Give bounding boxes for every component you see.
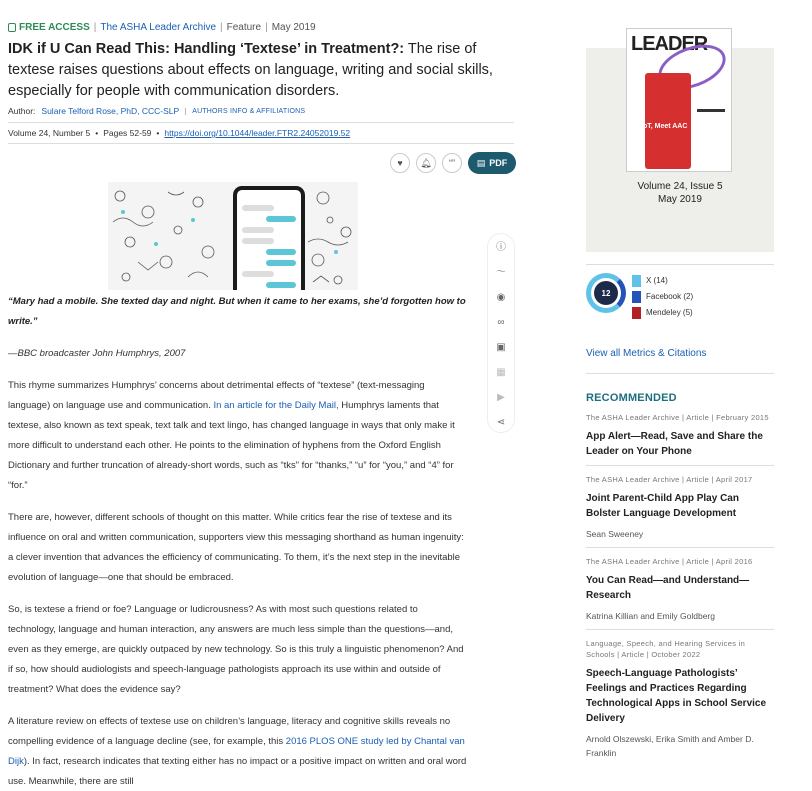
volume-number: Volume 24, Number 5 bbox=[8, 128, 91, 138]
altmetric-widget bbox=[586, 264, 774, 342]
opening-quote: “Mary had a mobile. She texted day and night. But when it came to her exams, she’d forgotten how to write.” bbox=[8, 296, 466, 327]
article-toolbar bbox=[390, 152, 516, 174]
recommended-heading: RECOMMENDED bbox=[586, 392, 677, 404]
plos-one-link[interactable]: 2016 PLOS ONE study led by Chantal van Dijk bbox=[8, 736, 465, 767]
quote-attribution: —BBC broadcaster John Humphrys, 2007 bbox=[8, 348, 186, 359]
recommended-item[interactable]: Language, Speech, and Hearing Services in Schools | Article | October 2022 Speech-Language Pathologists’ Feelings and Practices Regarding Technological Apps in School Service Delivery Arnold Olszewski, Erika Smith and Amber D. Franklin bbox=[586, 639, 767, 758]
paragraph: A literature review on effects of textese use on children’s language, literacy and cognitive skills reveals no compelling evidence of a language decline (see, for example, this 2016 PLOS ONE study led by Chantal van Dijk). In fact, research indicates that texting either has no impact or a positive impact on written and oral word use. Meanwhile, there are still bbox=[8, 716, 467, 787]
favorite-icon[interactable]: ♥ bbox=[390, 153, 410, 173]
kicker-bar: FREE ACCESS | The ASHA Leader Archive | Feature | May 2019 bbox=[8, 22, 514, 33]
article-body bbox=[8, 292, 468, 791]
article-header bbox=[8, 22, 514, 144]
recommended-item[interactable]: The ASHA Leader Archive | Article | April 2017 Joint Parent-Child App Play Can Bolster Language Development Sean Sweeney bbox=[586, 466, 774, 548]
issue-date: May 2019 bbox=[271, 22, 316, 33]
sidebar bbox=[586, 18, 774, 766]
phone-illustration bbox=[233, 186, 305, 290]
view-all-metrics-link[interactable]: View all Metrics & Citations bbox=[586, 348, 774, 374]
page-title: IDK if U Can Read This: Handling ‘Textese’ in Treatment?: The rise of textese raises questions about effects on language, writing and social skills, especially for people with communication disorders. bbox=[8, 41, 493, 99]
metrics-icon[interactable]: 〜 bbox=[496, 267, 506, 278]
authors-info-link[interactable]: AUTHORS INFO & AFFILIATIONS bbox=[185, 108, 305, 115]
recommended-item[interactable]: The ASHA Leader Archive | Article | April 2016 You Can Read—and Understand—Research Katrina Killian and Emily Goldberg bbox=[586, 548, 774, 630]
hero-image bbox=[108, 182, 358, 290]
recommended-item[interactable]: The ASHA Leader Archive | Article | February 2015 App Alert—Read, Save and Share the Leader on Your Phone bbox=[586, 404, 774, 466]
issue-caption[interactable]: Volume 24, Issue 5 May 2019 bbox=[637, 181, 723, 205]
author-link[interactable]: Sulare Telford Rose, PhD, CCC-SLP bbox=[41, 106, 180, 116]
daily-mail-link[interactable]: In an article for the Daily Mail, bbox=[213, 400, 339, 411]
issue-cover-box bbox=[586, 33, 774, 252]
altmetric-donut[interactable]: 12 bbox=[586, 273, 626, 313]
citation-line: Volume 24, Number 5 • Pages 52-59 • https://doi.org/10.1044/leader.FTR2.24052019.52 bbox=[8, 122, 514, 144]
bell-icon[interactable]: 🔔︎ bbox=[416, 153, 436, 173]
link-icon[interactable]: ∞ bbox=[497, 317, 505, 328]
metrics-legend: X (14) Facebook (2) Mendeley (5) bbox=[632, 273, 693, 321]
section-label: Feature bbox=[226, 22, 262, 33]
play-icon[interactable]: ▶ bbox=[497, 392, 505, 403]
table-icon[interactable]: ▦ bbox=[496, 367, 506, 378]
cover-headline: IoT, Meet AAC bbox=[641, 123, 688, 130]
pdf-button[interactable]: ▤ PDF bbox=[468, 152, 516, 174]
image-icon[interactable]: ▣ bbox=[496, 342, 506, 353]
page-range: Pages 52-59 bbox=[103, 128, 152, 138]
author-line: Author: Sulare Telford Rose, PhD, CCC-SLP AUTHORS INFO & AFFILIATIONS bbox=[8, 106, 306, 116]
doi-link[interactable]: https://doi.org/10.1044/leader.FTR2.24052019.52 bbox=[164, 128, 351, 138]
publication-link[interactable]: The ASHA Leader Archive bbox=[100, 22, 216, 33]
cover-logo: LEADER bbox=[631, 33, 708, 55]
eye-icon[interactable]: ◉ bbox=[496, 292, 506, 303]
page-subtitle: The rise of textese raises questions about effects on language, writing and social skills, especially for people with communication disorders. bbox=[8, 41, 493, 99]
paragraph: This rhyme summarizes Humphrys’ concerns about detrimental effects of “textese” (text-messaging language) on language use and communication. In an article for the Daily Mail, Humphrys laments that textese, also known as text speak, text talk and text lingo, has changed language in ways that only make it more difficult to understand each other. He points to the elimination of hyphens from the Oxford English Dictionary and further truncation of already-short words, such as “tks” for “thanks,” “u” for “you,” and “4” for “for.” bbox=[8, 380, 455, 491]
free-access-badge: FREE ACCESS bbox=[8, 22, 90, 33]
issue-cover[interactable] bbox=[626, 28, 732, 172]
document-icon: ▤ bbox=[476, 157, 486, 168]
share-icon[interactable]: ⋖ bbox=[496, 417, 506, 428]
article-side-toolbar bbox=[487, 233, 515, 433]
lock-icon bbox=[8, 23, 16, 32]
info-icon[interactable]: ⓘ bbox=[496, 242, 506, 253]
paragraph: So, is textese a friend or foe? Language or ludicrousness? As with most such questions related to technology, language and human interaction, any answers are much less simple than the questions—and, even as they emerge, are quickly outpaced by new technology. So is this truly a linguistic phenomenon? And if so, how should audiologists and speech-language pathologists approach its use within and outside of treatment? What does the evidence say? bbox=[8, 604, 464, 695]
quote-icon[interactable]: “” bbox=[442, 153, 462, 173]
paragraph: There are, however, different schools of thought on this matter. While critics fear the rise of textese and its influence on oral and written communication, supporters view this messaging shorthand as human ingenuity: a clever invention that advances the efficiency of communicating. To them, it’s the next step in the inevitable evolution of language—one that should be embraced. bbox=[8, 512, 464, 583]
